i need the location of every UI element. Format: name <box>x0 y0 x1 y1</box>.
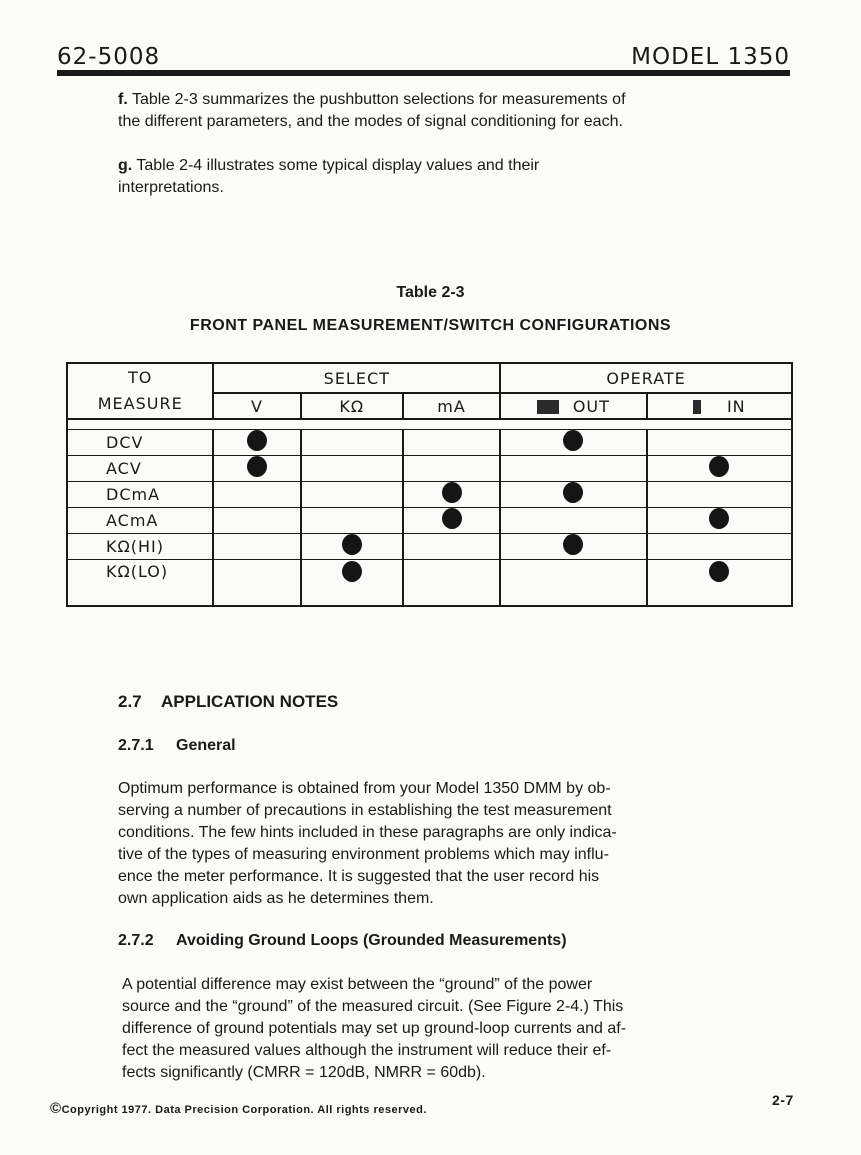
section-271-number: 2.7.1 <box>118 737 154 754</box>
table-spacer <box>67 419 792 429</box>
section-271-line: tive of the types of measuring environment problems which may influ- <box>118 846 609 863</box>
section-271-line: Optimum performance is obtained from your Model 1350 DMM by ob- <box>118 780 611 797</box>
section-271-line: conditions. The few hints included in these paragraphs are only indica- <box>118 824 617 841</box>
table-row <box>67 560 792 606</box>
selection-dot <box>563 482 583 503</box>
table-row <box>67 534 792 560</box>
cell-ma <box>403 534 500 560</box>
paragraph-g <box>118 155 778 199</box>
section-272-title: Avoiding Ground Loops (Grounded Measurements) <box>176 932 567 949</box>
row-label: ACV <box>67 455 213 481</box>
selection-dot <box>342 534 362 555</box>
cell-out <box>500 534 646 560</box>
column-ma: mA <box>403 393 500 419</box>
section-272-number: 2.7.2 <box>118 932 154 949</box>
cell-ma <box>403 481 500 507</box>
cell-kohm <box>301 429 403 455</box>
cell-kohm <box>301 560 403 606</box>
column-kohm: KΩ <box>301 393 403 419</box>
cell-v <box>213 481 300 507</box>
selection-dot <box>709 456 729 477</box>
section-272-line: fects significantly (CMRR = 120dB, NMRR = 60db). <box>122 1064 486 1081</box>
section-271-heading <box>118 737 236 755</box>
cell-in <box>647 429 792 455</box>
configuration-table <box>66 362 793 607</box>
cell-v <box>213 534 300 560</box>
cell-v <box>213 429 300 455</box>
column-out <box>500 393 646 419</box>
table-row <box>67 429 792 455</box>
out-button-icon <box>537 400 559 414</box>
to-label: TO <box>128 368 153 388</box>
selection-dot <box>709 508 729 529</box>
operate-header: OPERATE <box>500 363 792 393</box>
table-title: FRONT PANEL MEASUREMENT/SWITCH CONFIGURATIONS <box>189 317 672 334</box>
paragraph-f-letter: f. <box>118 91 128 108</box>
in-button-icon <box>693 400 701 414</box>
row-label: DCmA <box>67 481 213 507</box>
paragraph-f-line-2: the different parameters, and the modes of signal conditioning for each. <box>118 113 623 130</box>
row-label: KΩ(HI) <box>67 534 213 560</box>
row-label: ACmA <box>67 508 213 534</box>
selection-dot <box>442 482 462 503</box>
section-271-line: serving a number of precautions in establishing the test measurement <box>118 802 612 819</box>
cell-out <box>500 508 646 534</box>
copyright-symbol: © <box>50 1100 62 1117</box>
row-label: DCV <box>67 429 213 455</box>
cell-ma <box>403 508 500 534</box>
header-rule <box>57 70 790 76</box>
cell-in <box>647 534 792 560</box>
section-27-heading <box>118 692 338 712</box>
document-number: 62-5008 <box>57 44 161 70</box>
section-27-title: APPLICATION NOTES <box>161 692 339 711</box>
selection-dot <box>442 508 462 529</box>
section-272-line: difference of ground potentials may set up ground-loop currents and af- <box>122 1020 627 1037</box>
column-in <box>647 393 792 419</box>
section-271-line: own application aids as he determines them. <box>118 890 434 907</box>
row-label: KΩ(LO) <box>67 560 213 606</box>
table-row <box>67 481 792 507</box>
column-in-label: IN <box>726 396 746 416</box>
paragraph-g-letter: g. <box>118 157 133 174</box>
cell-in <box>647 481 792 507</box>
section-272-line: source and the “ground” of the measured circuit. (See Figure 2-4.) This <box>122 998 624 1015</box>
section-27-number: 2.7 <box>118 692 142 711</box>
section-271-line: ence the meter performance. It is suggested that the user record his <box>118 868 600 885</box>
cell-v <box>213 508 300 534</box>
select-header: SELECT <box>213 363 500 393</box>
copyright-notice <box>50 1100 427 1117</box>
cell-in <box>647 455 792 481</box>
selection-dot <box>247 456 267 477</box>
cell-ma <box>403 560 500 606</box>
selection-dot <box>342 561 362 582</box>
cell-out <box>500 560 646 606</box>
cell-v <box>213 560 300 606</box>
section-271-body <box>118 778 758 910</box>
cell-out <box>500 455 646 481</box>
cell-in <box>647 508 792 534</box>
section-271-title: General <box>176 737 236 754</box>
column-v: V <box>213 393 300 419</box>
cell-out <box>500 481 646 507</box>
cell-kohm <box>301 455 403 481</box>
selection-dot <box>709 561 729 582</box>
cell-ma <box>403 455 500 481</box>
cell-kohm <box>301 508 403 534</box>
table-row <box>67 508 792 534</box>
copyright-text: Copyright 1977. Data Precision Corporation. All rights reserved. <box>61 1104 427 1116</box>
paragraph-f-line-1: Table 2-3 summarizes the pushbutton selections for measurements of <box>131 91 626 108</box>
paragraph-f <box>118 89 778 133</box>
selection-dot <box>563 430 583 451</box>
cell-kohm <box>301 481 403 507</box>
paragraph-g-line-1: Table 2-4 illustrates some typical display values and their <box>136 157 540 174</box>
table-row <box>67 455 792 481</box>
paragraph-g-line-2: interpretations. <box>118 179 224 196</box>
table-number: Table 2-3 <box>396 284 465 301</box>
cell-kohm <box>301 534 403 560</box>
page-number: 2-7 <box>772 1092 794 1108</box>
selection-dot <box>563 534 583 555</box>
section-272-heading <box>118 932 567 950</box>
section-272-line: A potential difference may exist between the “ground” of the power <box>122 976 593 993</box>
section-272-body <box>122 974 762 1084</box>
column-out-label: OUT <box>572 396 610 416</box>
cell-in <box>647 560 792 606</box>
cell-v <box>213 455 300 481</box>
to-measure-header <box>67 363 213 419</box>
section-272-line: fect the measured values although the instrument will reduce their ef- <box>122 1042 612 1059</box>
model-title: MODEL 1350 <box>631 44 790 70</box>
selection-dot <box>247 430 267 451</box>
cell-ma <box>403 429 500 455</box>
measure-label: MEASURE <box>97 394 183 414</box>
cell-out <box>500 429 646 455</box>
